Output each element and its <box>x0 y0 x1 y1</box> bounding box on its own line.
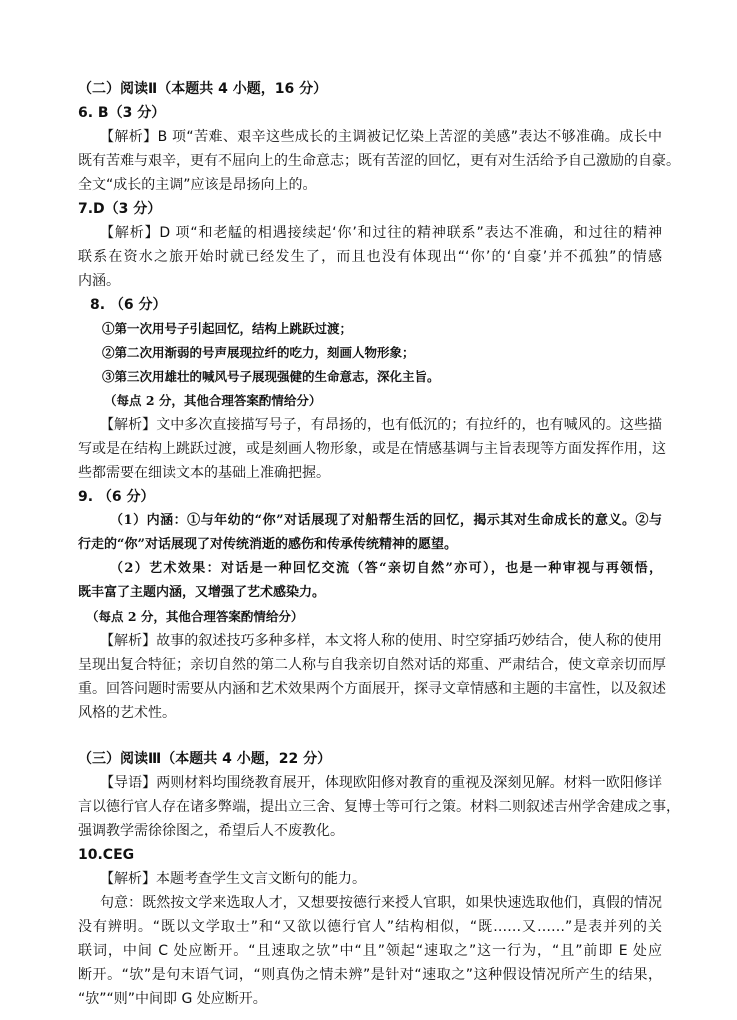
answer-point: ②第二次用渐弱的号声展现拉纤的吃力，刻画人物形象； <box>102 345 415 360</box>
answer-q10: 10.CEG <box>78 847 135 863</box>
translation-line: 断开。“欤”是句末语气词，“则真伪之情未辨”是针对“速取之”这种假设情况所产生的结果， <box>78 967 662 983</box>
analysis-line: 重。回答问题时需要从内涵和艺术效果两个方面展开，探寻文章情感和主题的丰富性，以及叙述 <box>78 681 666 697</box>
answer-q8: 8. （6 分） <box>90 297 167 313</box>
answer-point: （1）内涵：①与年幼的“你”对话展现了对船帮生活的回忆，揭示其对生命成长的意义。②与 <box>110 513 662 528</box>
answer-point: ①第一次用号子引起回忆，结构上跳跃过渡； <box>102 321 353 336</box>
analysis-line: 【解析】文中多次直接描写号子，有昂扬的，也有低沉的；有拉纤的，也有喊风的。这些描 <box>100 417 662 433</box>
scoring-note: （每点 2 分，其他合理答案酌情给分） <box>86 609 304 624</box>
analysis-line: 全文“成长的主调”应该是昂扬向上的。 <box>78 177 317 193</box>
guide-line: 强调教学需徐徐图之，希望后人不废教化。 <box>78 823 344 839</box>
translation-line: 联词，中间 C 处应断开。“且速取之欤”中“且”领起“速取之”这一行为，“且”前即 E 处应 <box>78 943 662 959</box>
answer-point: （2）艺术效果：对话是一种回忆交流（答“亲切自然”亦可），也是一种审视与再领悟， <box>110 561 662 576</box>
analysis-line: 风格的艺术性。 <box>78 705 176 721</box>
analysis-line: 【解析】本题考查学生文言文断句的能力。 <box>100 871 366 887</box>
analysis-line: 【解析】故事的叙述技巧多种多样，本文将人称的使用、时空穿插巧妙结合，使人称的使用 <box>100 633 662 649</box>
answer-point: 行走的“你”对话展现了对传统消逝的感伤和传承传统精神的愿望。 <box>78 537 457 552</box>
analysis-line: 既有苦难与艰辛，更有不屈向上的生命意志；既有苦涩的回忆，更有对生活给予自己激励的自豪。 <box>78 153 680 169</box>
guide-line: 言以德行官人存在诸多弊端，提出立三舍、复博士等可行之策。材料二则叙述吉州学舍建成之事， <box>78 799 680 815</box>
analysis-line: 内涵。 <box>78 273 120 289</box>
translation-line: “欤”“则”中间即 G 处应断开。 <box>78 991 267 1007</box>
answer-q7: 7.D（3 分） <box>78 201 162 217</box>
section-heading: （三）阅读Ⅲ（本题共 4 小题，22 分） <box>78 751 332 767</box>
scoring-note: （每点 2 分，其他合理答案酌情给分） <box>104 393 322 408</box>
translation-line: 没有辨明。“既以文学取士”和“又欲以德行官人”结构相似，“既……又……”是表并列的关 <box>78 919 662 935</box>
analysis-line: 些都需要在细读文本的基础上准确把握。 <box>78 465 330 481</box>
analysis-line: 呈现出复合特征；亲切自然的第二人称与自我亲切自然对话的郑重、严肃结合，使文章亲切而厚 <box>78 657 666 673</box>
answer-q6: 6. B（3 分） <box>78 105 166 121</box>
answer-point: ③第三次用雄壮的喊风号子展现强健的生命意志，深化主旨。 <box>102 369 440 384</box>
guide-line: 【导语】两则材料均围绕教育展开，体现欧阳修对教育的重视及深刻见解。材料一欧阳修详 <box>100 775 662 791</box>
analysis-line: 写或是在结构上跳跃过渡，或是刻画人物形象，或是在情感基调与主旨表现等方面发挥作用，这 <box>78 441 666 457</box>
analysis-line: 【解析】D 项“和老艋的相遇接续起‘你’和过往的精神联系”表达不准确，和过往的精神 <box>100 225 662 241</box>
analysis-line: 联系在资水之旅开始时就已经发生了，而且也没有体现出“‘你’的‘自豪’并不孤独”的情感 <box>78 249 662 265</box>
section-heading: （二）阅读Ⅱ（本题共 4 小题，16 分） <box>78 81 328 97</box>
analysis-line: 【解析】B 项“苦难、艰辛这些成长的主调被记忆染上苦涩的美感”表达不够准确。成长中 <box>100 129 662 145</box>
translation-line: 句意：既然按文学来选取人才，又想要按德行来授人官职，如果快速选取他们，真假的情况 <box>100 895 662 911</box>
answer-point: 既丰富了主题内涵，又增强了艺术感染力。 <box>78 585 326 600</box>
answer-q9: 9. （6 分） <box>78 489 155 505</box>
